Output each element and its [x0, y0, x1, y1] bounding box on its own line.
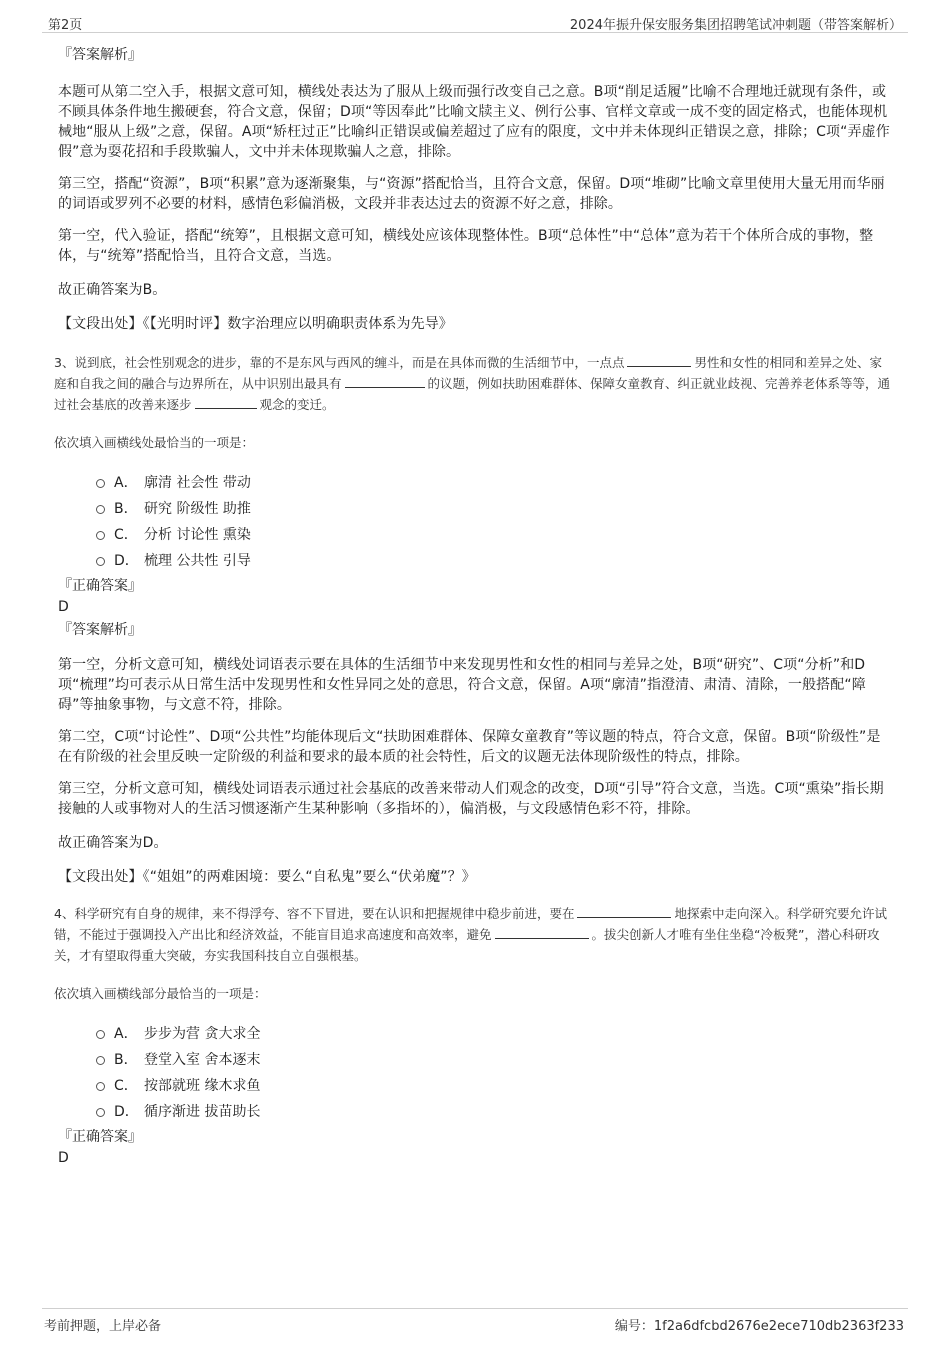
- q3-analysis-para-3: 第三空，分析文意可知，横线处词语表示通过社会基底的改善来带动人们观念的改变，D项“引导”符合文意，当选。C项“熏染”指长期接触的人或事物对人的生活习惯逐渐产生某种影响（多指坏的），偏消极，与文段感情色彩不符，排除。: [58, 781, 884, 817]
- q3-prompt: 依次填入画横线处最恰当的一项是：: [54, 435, 255, 450]
- q3-blank-2: [345, 374, 425, 388]
- q4-option-c[interactable]: C． 按部就班 缘木求鱼: [96, 1072, 893, 1098]
- q4-stem: 4、科学研究有自身的规律，来不得浮夸、容不下冒进，要在认识和把握规律中稳步前进，要在 地探索中走向深入。科学研究要允许试错，不能过于强调投入产出比和经济效益，不能盲目追求高速度和高效率，避免 。拔尖创新人才唯有坐住坐稳“冷板凳”，潜心科研攻关，才有望取得重大突破，夯实我国科技自立自强根基。: [54, 906, 887, 963]
- radio-icon[interactable]: [96, 1082, 105, 1091]
- q3-answer-label: 『正确答案』: [58, 578, 142, 594]
- page-number: 第2页: [48, 18, 83, 33]
- q2-analysis-label: 『答案解析』: [58, 47, 142, 63]
- radio-icon[interactable]: [96, 1108, 105, 1117]
- q4-option-b[interactable]: B． 登堂入室 舍本逐末: [96, 1046, 893, 1072]
- q3-analysis-para-1: 第一空，分析文意可知，横线处词语表示要在具体的生活细节中来发现男性和女性的相同与差异之处，B项“研究”、C项“分析”和D项“梳理”均可表示从日常生活中发现男性和女性异同之处的意思，符合文意，保留。A项“廓清”指澄清、肃清、清除，一般搭配“障碍”等抽象事物，与文意不符，排除。: [58, 657, 866, 713]
- q4-answer: D: [58, 1150, 69, 1166]
- q3-analysis-label: 『答案解析』: [58, 622, 142, 638]
- q3-option-a[interactable]: A． 廓清 社会性 带动: [96, 469, 893, 495]
- radio-icon[interactable]: [96, 1030, 105, 1039]
- q4-options: [96, 1020, 893, 1124]
- document-body: [54, 44, 893, 1168]
- q3-blank-3: [195, 395, 257, 409]
- q2-analysis-para-3: 第一空，代入验证，搭配“统筹”，且根据文意可知，横线处应该体现整体性。B项“总体性”中“总体”意为若干个体所合成的事物，整体，与“统筹”搭配恰当，且符合文意，当选。: [58, 228, 874, 264]
- radio-icon[interactable]: [96, 531, 105, 540]
- q2-answer-statement: 故正确答案为B。: [58, 282, 167, 298]
- q3-stem: 3、说到底，社会性别观念的进步，靠的不是东风与西风的缠斗，而是在具体而微的生活细节中，一点点 男性和女性的相同和差异之处、家庭和自我之间的融合与边界所在，从中识别出最具有 的议题，例如扶助困难群体、保障女童教育、纠正就业歧视、完善养老体系等等，通过社会基底的改善来逐步 观念的变迁。: [54, 355, 891, 412]
- footer-slogan: 考前押题，上岸必备: [44, 1319, 162, 1334]
- radio-icon[interactable]: [96, 557, 105, 566]
- q4-option-d[interactable]: D． 循序渐进 拔苗助长: [96, 1098, 893, 1124]
- radio-icon[interactable]: [96, 505, 105, 514]
- q3-answer-statement: 故正确答案为D。: [58, 835, 168, 851]
- q3-blank-1: [627, 353, 691, 367]
- radio-icon[interactable]: [96, 1056, 105, 1065]
- q2-analysis-para-1: 本题可从第二空入手，根据文意可知，横线处表达为了服从上级而强行改变自己之意。B项“削足适履”比喻不合理地迁就现有条件，或不顾具体条件地生搬硬套，符合文意，保留；D项“等因奉此”比喻文牍主义、例行公事、官样文章或一成不变的固定格式，也能体现机械地“服从上级”之意，保留。A项“矫枉过正”比喻纠正错误或偏差超过了应有的限度，文中并未体现纠正错误之意，排除；C项“弄虚作假”意为耍花招和手段欺骗人，文中并未体现欺骗人之意，排除。: [58, 84, 890, 160]
- q3-option-c[interactable]: C． 分析 讨论性 熏染: [96, 521, 893, 547]
- q4-option-a[interactable]: A． 步步为营 贪大求全: [96, 1020, 893, 1046]
- q2-source: 【文段出处】《【光明时评】数字治理应以明确职责体系为先导》: [58, 316, 453, 332]
- q3-option-b[interactable]: B． 研究 阶级性 助推: [96, 495, 893, 521]
- q3-options: [96, 469, 893, 573]
- q3-answer: D: [58, 599, 69, 615]
- document-title: 2024年振升保安服务集团招聘笔试冲刺题（带答案解析）: [569, 18, 902, 33]
- q3-option-d[interactable]: D． 梳理 公共性 引导: [96, 547, 893, 573]
- radio-icon[interactable]: [96, 479, 105, 488]
- page-footer: [42, 1308, 908, 1339]
- q4-prompt: 依次填入画横线部分最恰当的一项是：: [54, 986, 267, 1001]
- q4-answer-label: 『正确答案』: [58, 1129, 142, 1145]
- q4-blank-1: [577, 904, 671, 918]
- q2-analysis-para-2: 第三空，搭配“资源”，B项“积累”意为逐渐聚集，与“资源”搭配恰当，且符合文意，保留。D项“堆砌”比喻文章里使用大量无用而华丽的词语或罗列不必要的材料，感情色彩偏消极，文段并非表达过去的资源不好之意，排除。: [58, 176, 885, 212]
- document-id: 编号：1f2a6dfcbd2676e2ece710db2363f233: [614, 1319, 904, 1334]
- page-header: [42, 10, 908, 33]
- q3-source: 【文段出处】《“姐姐”的两难困境：要么“自私鬼”要么“伏弟魔”？》: [58, 869, 476, 885]
- q3-analysis-para-2: 第二空，C项“讨论性”、D项“公共性”均能体现后文“扶助困难群体、保障女童教育”等议题的特点，符合文意，保留。B项“阶级性”是在有阶级的社会里反映一定阶级的利益和要求的最本质的社会特性，后文的议题无法体现阶级性的特点，排除。: [58, 729, 881, 765]
- q4-blank-2: [495, 925, 589, 939]
